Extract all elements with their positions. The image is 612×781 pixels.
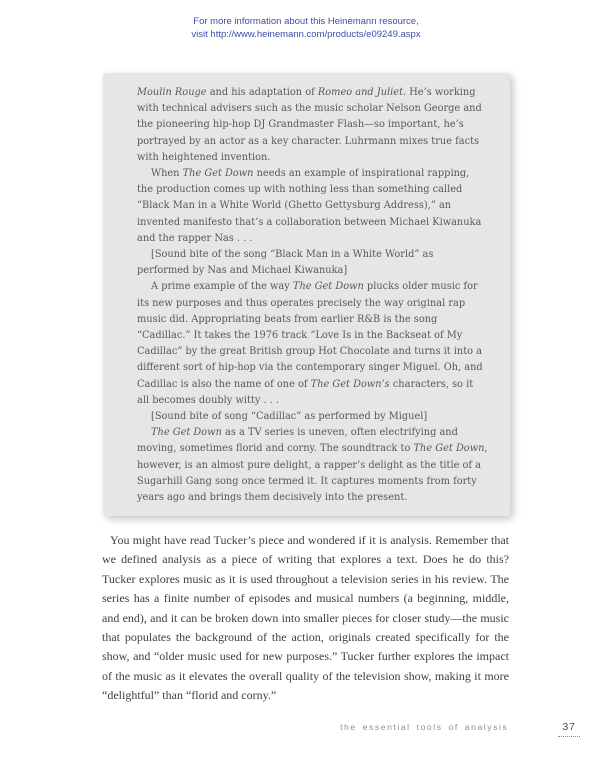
excerpt-paragraph: When The Get Down needs an example of inspirational rapping, the production comes up with nothing less than something called “Black Man in a White World (Ghetto Gettysburg Address),” an invented manifesto that’s a collaboration between Michael Kiwanuka and the rapper Nas . . . <box>137 168 482 244</box>
excerpt-paragraph: Moulin Rouge and his adaptation of Romeo and Juliet. He’s working with technical advisers such as the music scholar Nelson George and the pioneering hip-hop DJ Grandmaster Flash—so important, he’s portrayed by an actor as a key character. Luhrmann mixes true facts with heightened invention. <box>137 87 482 163</box>
excerpt-paragraph: The Get Down as a TV series is uneven, often electrifying and moving, sometimes florid and corny. The soundtrack to The Get Down, however, is an almost pure delight, a rapper’s delight as the title of a Sugarhill Gang song once termed it. It captures moments from forty years ago and brings them decisively into the present. <box>137 427 488 504</box>
running-title: the essential tools of analysis <box>340 722 509 732</box>
page-footer <box>340 721 580 737</box>
excerpt-paragraph: [Sound bite of song “Cadillac” as performed by Miguel] <box>151 411 428 423</box>
page-number: 37 <box>558 721 580 737</box>
resource-note-line1: For more information about this Heinemann resource, <box>193 16 419 27</box>
excerpt-paragraph: A prime example of the way The Get Down plucks older music for its new purposes and thus operates precisely the way original rap music did. Appropriating beats from earlier R&B is the song “Cadillac.” It takes the 1976 track “Love Is in the Backseat of My Cadillac” by the great British group Hot Chocolate and turns it into a different sort of hip-hop via the contemporary singer Miguel. Oh, and Cadillac is also the name of one of The Get Down’s characters, so it all becomes doubly witty . . . <box>137 281 483 406</box>
excerpt-box <box>103 73 510 516</box>
body-paragraph: You might have read Tucker’s piece and wondered if it is analysis. Remember that we defined analysis as a piece of writing that explores a text. Does he do this? Tucker explores music as it is used throughout a television series in his review. The series has a finite number of episodes and musical numbers (a beginning, middle, and end), and it can be broken down into smaller pieces for closer study—the music that populates the background of the action, originals created specifically for the show, and “older music used for new purposes.” Tucker further explores the impact of the music as it elevates the overall quality of the television show, making it more “delightful” than “florid and corny.” <box>102 533 509 703</box>
resource-note <box>0 15 612 41</box>
excerpt-paragraph: [Sound bite of the song “Black Man in a White World” as performed by Nas and Michael Kiwanuka] <box>137 249 434 277</box>
excerpt-text <box>137 85 488 506</box>
resource-url-link[interactable]: visit http://www.heinemann.com/products/e09249.aspx <box>191 29 421 40</box>
